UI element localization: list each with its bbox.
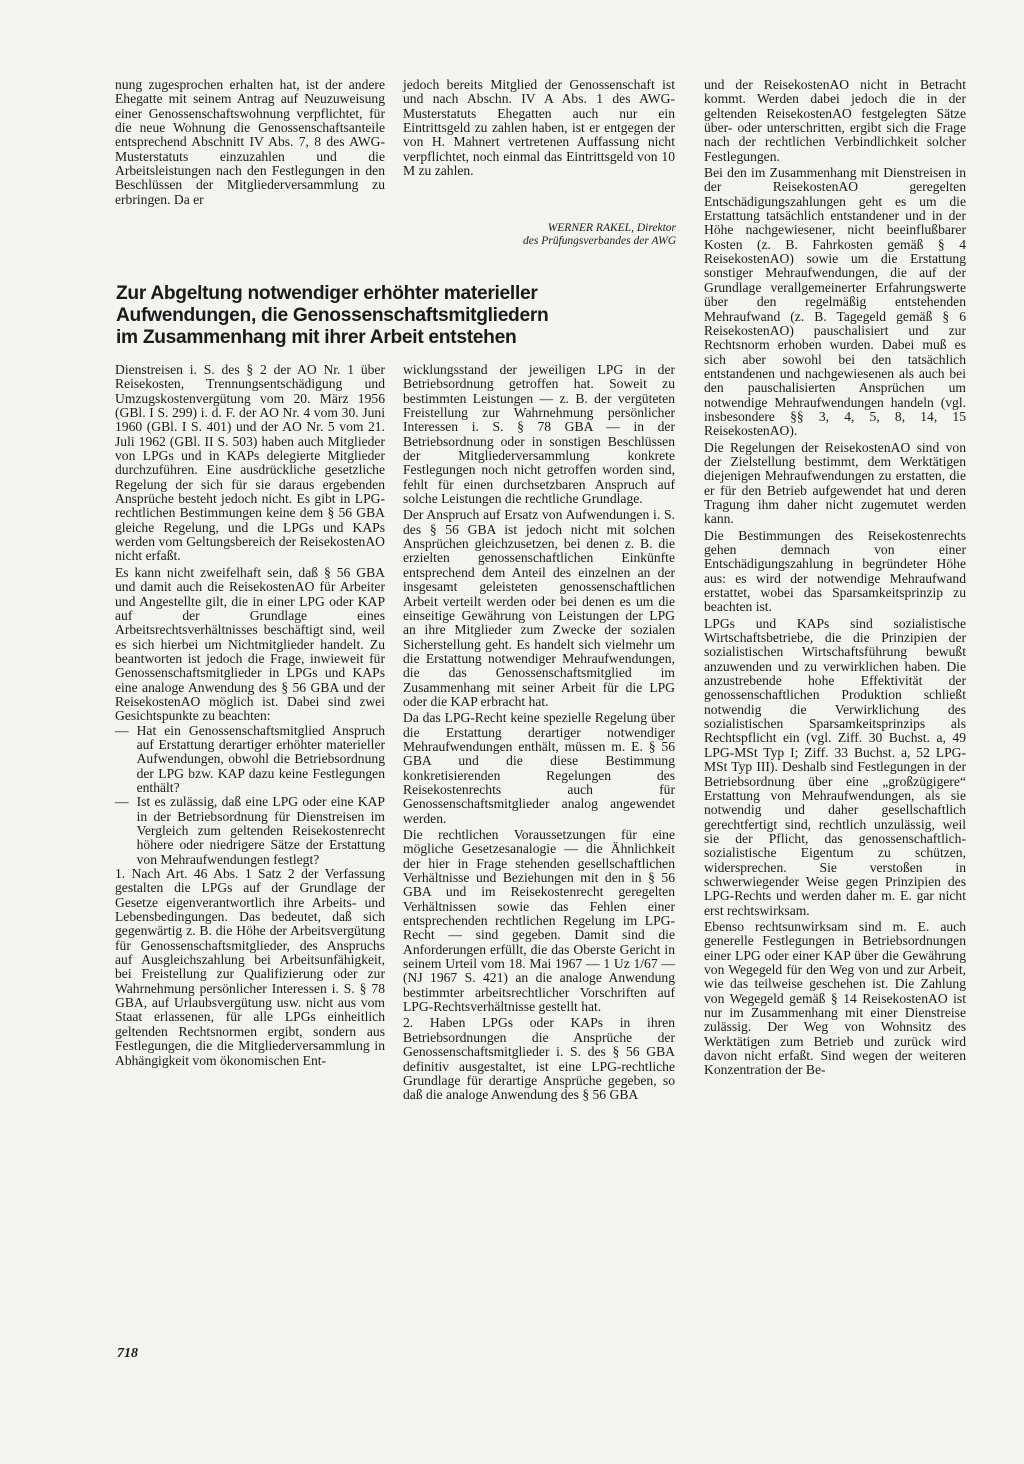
paragraph: wicklungsstand der jeweiligen LPG in der Betriebsordnung getroffen hat. Soweit zu bestimmten Leistungen — z. B. der vergüteten Freistellung zur Wahrnehmung persönlicher Interessen i. S. § 78 GBA — in der Betriebsordnung oder in sonstigen Beschlüssen der Mitgliederversammlung konkrete Festlegungen noch nicht getroffen worden sind, fehlt für einen durchsetzbaren Anspruch auf solche Leistungen die rechtliche Grundlage.	[403, 362, 675, 507]
signature-line-2: des Prüfungsverbandes der AWG	[523, 235, 676, 247]
question-text: Ist es zulässig, daß eine LPG oder eine KAP in der Betriebsordnung für Dienstreisen im Vergleich zum geltenden Reisekostenrecht höhere oder niedrigere Sätze der Erstattung von Mehraufwendungen festlegt?	[136, 794, 385, 867]
paragraph: Die Bestimmungen des Reisekostenrechts gehen demnach von einer Entschädigungszahlung in begründeter Höhe aus: es wird der notwendige Mehraufwand erstattet, wobei das Sparsamkeitsprinzip zu beachten ist.	[704, 527, 966, 615]
paragraph: Die rechtlichen Voraussetzungen für eine mögliche Gesetzesanalogie — die Ähnlichkeit der hier in Frage stehenden gesellschaftlichen Verhältnisse und Beziehungen mit den in § 56 GBA und im Reisekostenrecht geregelten Verhältnissen sowie das Fehlen einer entsprechenden rechtlichen Regelung im LPG-Recht — sind gegeben. Damit sind die Anforderungen erfüllt, die das Oberste Gericht in seinem Urteil vom 18. Mai 1967 — 1 Uz 1/67 — (NJ 1967 S. 421) an die analoge Anwendung bestimmter arbeitsrechtlicher Vorschriften auf LPG-Rechtsverhältnisse gestellt hat.	[403, 827, 675, 1015]
dash-bullet: —	[115, 722, 129, 738]
paragraph: nung zugesprochen erhalten hat, ist der andere Ehegatte mit seinem Antrag auf Neuzuweisung einer Genossenschaftswohnung verpflichtet, für die neue Wohnung die Genossenschaftsanteile entsprechend Abschnitt IV Abs. 7, 8 des AWG-Musterstatuts einzuzahlen und die Arbeitsleistungen nach den Festlegungen in den Beschlüssen der Mitgliederversammlung zu erbringen. Da er	[115, 77, 385, 207]
page-number: 718	[117, 1346, 138, 1361]
paragraph: Da das LPG-Recht keine spezielle Regelung über die Erstattung derartiger notwendiger Mehraufwendungen enthält, müssen m. E. § 56 GBA und die diese Bestimmung konkretisierenden Regelungen des Reisekostenrechts auch für Genossenschaftsmitglieder analog angewendet werden.	[403, 710, 675, 826]
signature-line-1: WERNER RAKEL, Direktor	[547, 222, 676, 234]
headline-line-1: Zur Abgeltung notwendiger erhöhter materieller	[116, 283, 538, 304]
paragraph: Es kann nicht zweifelhaft sein, daß § 56 GBA und damit auch die ReisekostenAO für Arbeiter und Angestellte gilt, die in einer LPG oder KAP auf der Grundlage eines Arbeitsrechtsverhältnisses beschäftigt sind, weil es sich hierbei um Nichtmitglieder handelt. Zu beantworten ist jedoch die Frage, inwieweit für Genossenschaftsmitglieder in LPGs und KAPs eine analoge Anwendung des § 56 GBA und der ReisekostenAO möglich ist. Dabei sind zwei Gesichtspunkte zu beachten:	[115, 564, 385, 724]
dash-bullet: —	[115, 794, 129, 810]
paragraph: Der Anspruch auf Ersatz von Aufwendungen i. S. des § 56 GBA ist jedoch nicht mit solchen Ansprüchen gleichzusetzen, bei denen z. B. die erzielten genossenschaftlichen Einkünfte entsprechend dem Anteil des einzelnen an der insgesamt geleisteten genossenschaftlichen Arbeit verteilt werden oder bei denen es um die einseitige Gewährung von Leistungen der LPG an ihre Mitglieder zum Zwecke der sozialen Sicherstellung geht. Es handelt sich vielmehr um die Erstattung notwendiger Mehraufwendungen, die das Genossenschaftsmitglied im Zusammenhang mit seiner Arbeit für die LPG oder die KAP erbracht hat.	[403, 507, 675, 709]
paragraph: 1. Nach Art. 46 Abs. 1 Satz 2 der Verfassung gestalten die LPGs auf der Grundlage der Gesetze eigenverantwortlich ihre Arbeits- und Lebensbedingungen. Das bedeutet, daß sich gegenwärtig z. B. die Höhe der Arbeitsvergütung für Genossenschaftsmitglieder, des Anspruchs auf Ausgleichszahlung bei Arbeitsunfähigkeit, bei Freistellung zur Qualifizierung oder zur Wahrnehmung persönlicher Interessen i. S. § 78 GBA, auf Urlaubsvergütung usw. nicht aus vom Staat erlassenen, für alle LPGs einheitlich geltenden Rechtsnormen ergibt, sondern aus Festlegungen, die die Mitgliederversammlung in Abhängigkeit vom ökonomischen Ent-	[115, 866, 385, 1068]
paragraph: Bei den im Zusammenhang mit Dienstreisen in der ReisekostenAO geregelten Entschädigungszahlungen geht es um die Erstattung tatsächlich entstandener und in der Höhe nachgewiesener, nicht beeinflußbarer Kosten (z. B. Fahrkosten gemäß § 4 ReisekostenAO) sowie um die Erstattung sonstiger Mehraufwendungen, die auf der Grundlage verallgemeinerter Erfahrungswerte über den regelmäßig entstehenden Mehraufwand (z. B. Tagegeld gemäß § 6 ReisekostenAO) pauschalisiert und zur Rechtsnorm erhoben wurden. Dabei muß es sich aber sowohl bei den tatsächlich entstandenen und nachgewiesenen als auch bei den pauschalisierten Ansprüchen um notwendige Mehraufwendungen handeln (vgl. insbesondere §§ 3, 4, 5, 8, 14, 15 ReisekostenAO).	[704, 165, 966, 439]
text-column-middle	[403, 363, 675, 1103]
question-item-1	[115, 724, 385, 796]
text-column-top-left	[115, 78, 385, 207]
question-item-2	[115, 795, 385, 867]
paragraph: Dienstreisen i. S. des § 2 der AO Nr. 1 über Reisekosten, Trennungsentschädigung und Umzugskostenvergütung vom 20. März 1956 (GBl. I S. 299) i. d. F. der AO Nr. 4 vom 30. Juni 1960 (GBl. I S. 401) und der AO Nr. 5 vom 21. Juli 1962 (GBl. II S. 503) haben auch Mitglieder von LPGs und in KAPs delegierte Mitglieder durchzuführen. Eine ausdrückliche gesetzliche Regelung der sich für sie daraus ergebenden Ansprüche besteht jedoch nicht. Es gibt in LPG-rechtlichen Bestimmungen keine dem § 56 GBA gleiche Regelung, und die LPGs und KAPs werden vom Geltungsbereich der ReisekostenAO nicht erfaßt.	[115, 362, 385, 564]
text-column-left	[115, 363, 385, 1068]
author-signature	[440, 222, 676, 248]
paragraph: und der ReisekostenAO nicht in Betracht kommt. Werden dabei jedoch die in der geltenden ReisekostenAO festgelegten Sätze über- oder unterschritten, ergibt sich die Frage nach der rechtlichen Verbindlichkeit solcher Festlegungen.	[704, 77, 966, 164]
paragraph: LPGs und KAPs sind sozialistische Wirtschaftsbetriebe, die die Prinzipien der sozialistischen Wirtschaftsführung bewußt anzuwenden und zu verwirklichen haben. Die anzustrebende hohe Effektivität der genossenschaftlichen Produktion schließt notwendig die Verwirklichung des sozialistischen Sparsamkeitsprinzips als Rechtspflicht ein (vgl. Ziff. 30 Buchst. a, 49 LPG-MSt Typ I; Ziff. 33 Buchst. a, 52 LPG-MSt Typ III). Deshalb sind Festlegungen in der Betriebsordnung über eine „großzügigere“ Erstattung von Mehraufwendungen, als sie notwendig und daher gesellschaftlich gerechtfertigt sind, rechtlich unzulässig, weil sie der Pflicht, das genossenschaftlich-sozialistische Eigentum zu schützen, widersprechen. Sie verstoßen in schwerwiegender Weise gegen Prinzipien des LPG-Rechts und werden daher m. E. gar nicht erst rechtswirksam.	[704, 615, 966, 918]
headline-line-2: Aufwendungen, die Genossenschaftsmitgliedern	[116, 305, 549, 326]
paragraph: Die Regelungen der ReisekostenAO sind von der Zielstellung bestimmt, dem Werktätigen diejenigen Mehraufwendungen zu erstatten, die er für den Betrieb aufgewendet hat und deren Tragung ihm daher nicht zugemutet werden kann.	[704, 439, 966, 527]
article-headline	[116, 283, 676, 349]
paragraph: Ebenso rechtsunwirksam sind m. E. auch generelle Festlegungen in Betriebsordnungen einer LPG oder einer KAP über die Gewährung von Wegegeld für den Weg von und zur Arbeit, wie das teilweise geschehen ist. Die Zahlung von Wegegeld gemäß § 14 ReisekostenAO ist nur im Zusammenhang mit einer Dienstreise zulässig. Der Weg von Wohnsitz des Werktätigen zum Betrieb und zurück wird davon nicht erfaßt. Sind wegen der weiteren Konzentration der Be-	[704, 918, 966, 1078]
headline-line-3: im Zusammenhang mit ihrer Arbeit entstehen	[116, 327, 517, 348]
question-text: Hat ein Genossenschaftsmitglied Anspruch auf Erstattung derartiger erhöhter materieller Aufwendungen, obwohl die Betriebsordnung der LPG bzw. KAP dazu keine Festlegungen enthält?	[136, 722, 385, 795]
paragraph: 2. Haben LPGs oder KAPs in ihren Betriebsordnungen die Ansprüche der Genossenschaftsmitglieder i. S. des § 56 GBA definitiv ausgestaltet, ist eine LPG-rechtliche Grundlage für derartige Ansprüche gegeben, so daß die analoge Anwendung des § 56 GBA	[403, 1015, 675, 1103]
text-column-right	[704, 78, 966, 1078]
paragraph: jedoch bereits Mitglied der Genossenschaft ist und nach Abschn. IV A Abs. 1 des AWG-Musterstatuts Ehegatten auch nur ein Eintrittsgeld zu zahlen haben, ist er entgegen der von H. Mahnert vertretenen Auffassung nicht verpflichtet, noch einmal das Eintrittsgeld von 10 M zu zahlen.	[403, 77, 675, 179]
text-column-top-middle	[403, 78, 675, 178]
